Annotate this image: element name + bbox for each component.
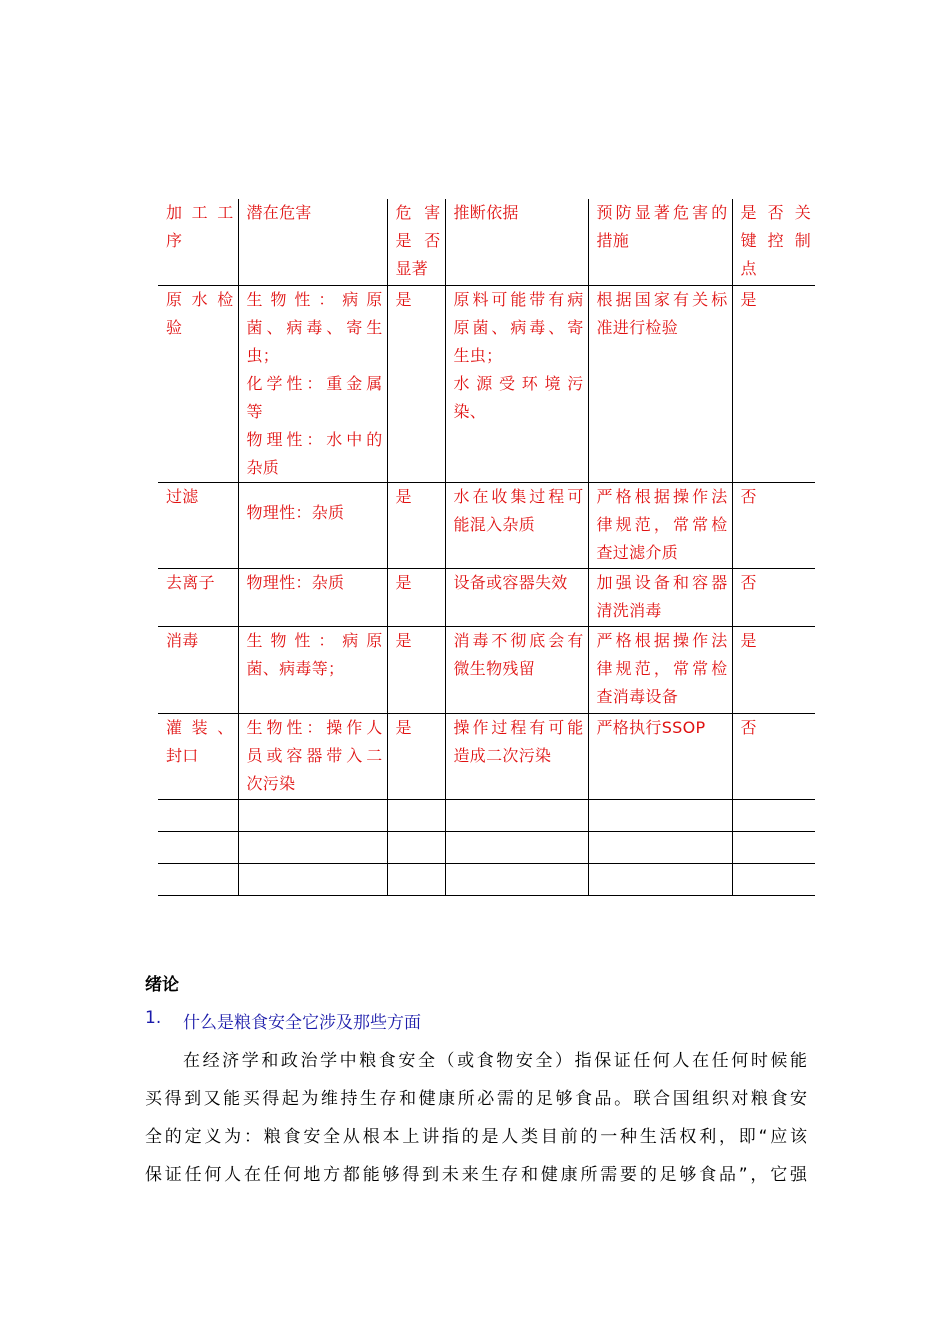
header-preventive-measures: 预防显著危害的 措施: [588, 199, 732, 285]
cell-step: 灌装、 封口: [158, 713, 238, 799]
empty-cell: [445, 863, 588, 895]
cell-ccp: 是: [732, 285, 815, 482]
empty-cell: [588, 863, 732, 895]
cell-measures: 根据国家有关标 准进行检验: [588, 285, 732, 482]
empty-cell: [732, 863, 815, 895]
question-number: 1.: [145, 1008, 162, 1028]
cell-hazard: 生物性：病原 菌、病毒等；: [238, 626, 387, 713]
empty-cell: [238, 831, 387, 863]
cell-significant: 是: [387, 482, 445, 568]
cell-significant: 是: [387, 568, 445, 626]
cell-measures: 严格根据操作法 律规范，常常检 查过滤介质: [588, 482, 732, 568]
cell-step: 消毒: [158, 626, 238, 713]
empty-table-row: [158, 863, 815, 895]
cell-basis: 操作过程有可能 造成二次污染: [445, 713, 588, 799]
header-ccp: 是否关 键控制 点: [732, 199, 815, 285]
cell-hazard: 物理性：杂质: [238, 482, 387, 568]
cell-hazard: 物理性：杂质: [238, 568, 387, 626]
cell-step: 去离子: [158, 568, 238, 626]
paragraph-line: 在经济学和政治学中粮食安全（或食物安全）指保证任何人在任何时候能: [183, 1051, 807, 1071]
empty-cell: [387, 831, 445, 863]
paragraph-line: 保证任何人在任何地方都能够得到未来生存和健康所需要的足够食品”，它强: [145, 1165, 807, 1185]
cell-step: 过滤: [158, 482, 238, 568]
question-title: 什么是粮食安全它涉及那些方面: [183, 1013, 421, 1033]
empty-cell: [387, 863, 445, 895]
cell-step: 原水检 验: [158, 285, 238, 482]
cell-hazard: 生物性：操作人 员或容器带入二 次污染: [238, 713, 387, 799]
empty-cell: [588, 831, 732, 863]
empty-cell: [238, 863, 387, 895]
table-row: [158, 285, 815, 482]
empty-cell: [158, 863, 238, 895]
empty-cell: [445, 831, 588, 863]
empty-cell: [387, 799, 445, 831]
cell-ccp: 否: [732, 713, 815, 799]
header-basis: 推断依据: [445, 199, 588, 285]
table-header-row: [158, 199, 815, 285]
empty-cell: [238, 799, 387, 831]
cell-ccp: 是: [732, 626, 815, 713]
cell-hazard: 生物性：病原 菌、病毒、寄生 虫； 化学性：重金属 等 物理性：水中的 杂质: [238, 285, 387, 482]
cell-basis: 设备或容器失效: [445, 568, 588, 626]
cell-basis: 消毒不彻底会有 微生物残留: [445, 626, 588, 713]
empty-table-row: [158, 831, 815, 863]
header-potential-hazard: 潜在危害: [238, 199, 387, 285]
table-row: [158, 626, 815, 713]
paragraph-line: 全的定义为：粮食安全从根本上讲指的是人类目前的一种生活权利，即“应该: [145, 1127, 807, 1147]
cell-measures: 加强设备和容器 清洗消毒: [588, 568, 732, 626]
empty-cell: [445, 799, 588, 831]
empty-cell: [588, 799, 732, 831]
haccp-table: [158, 199, 815, 896]
cell-measures: 严格执行SSOP: [588, 713, 732, 799]
paragraph-line: 买得到又能买得起为维持生存和健康所必需的足够食品。联合国组织对粮食安: [145, 1089, 807, 1109]
table-row: [158, 568, 815, 626]
section-heading: 绪论: [145, 975, 179, 995]
cell-significant: 是: [387, 285, 445, 482]
cell-measures: 严格根据操作法 律规范，常常检 查消毒设备: [588, 626, 732, 713]
header-process-step: 加工工 序: [158, 199, 238, 285]
empty-cell: [158, 831, 238, 863]
table-row: [158, 713, 815, 799]
empty-cell: [732, 799, 815, 831]
cell-basis: 水在收集过程可 能混入杂质: [445, 482, 588, 568]
empty-cell: [158, 799, 238, 831]
header-significant: 危害 是否 显著: [387, 199, 445, 285]
cell-ccp: 否: [732, 568, 815, 626]
cell-significant: 是: [387, 713, 445, 799]
cell-significant: 是: [387, 626, 445, 713]
empty-cell: [732, 831, 815, 863]
cell-ccp: 否: [732, 482, 815, 568]
cell-basis: 原料可能带有病 原菌、病毒、寄 生虫； 水源受环境污 染、: [445, 285, 588, 482]
table-row: [158, 482, 815, 568]
empty-table-row: [158, 799, 815, 831]
body-paragraph: [145, 1042, 807, 1194]
